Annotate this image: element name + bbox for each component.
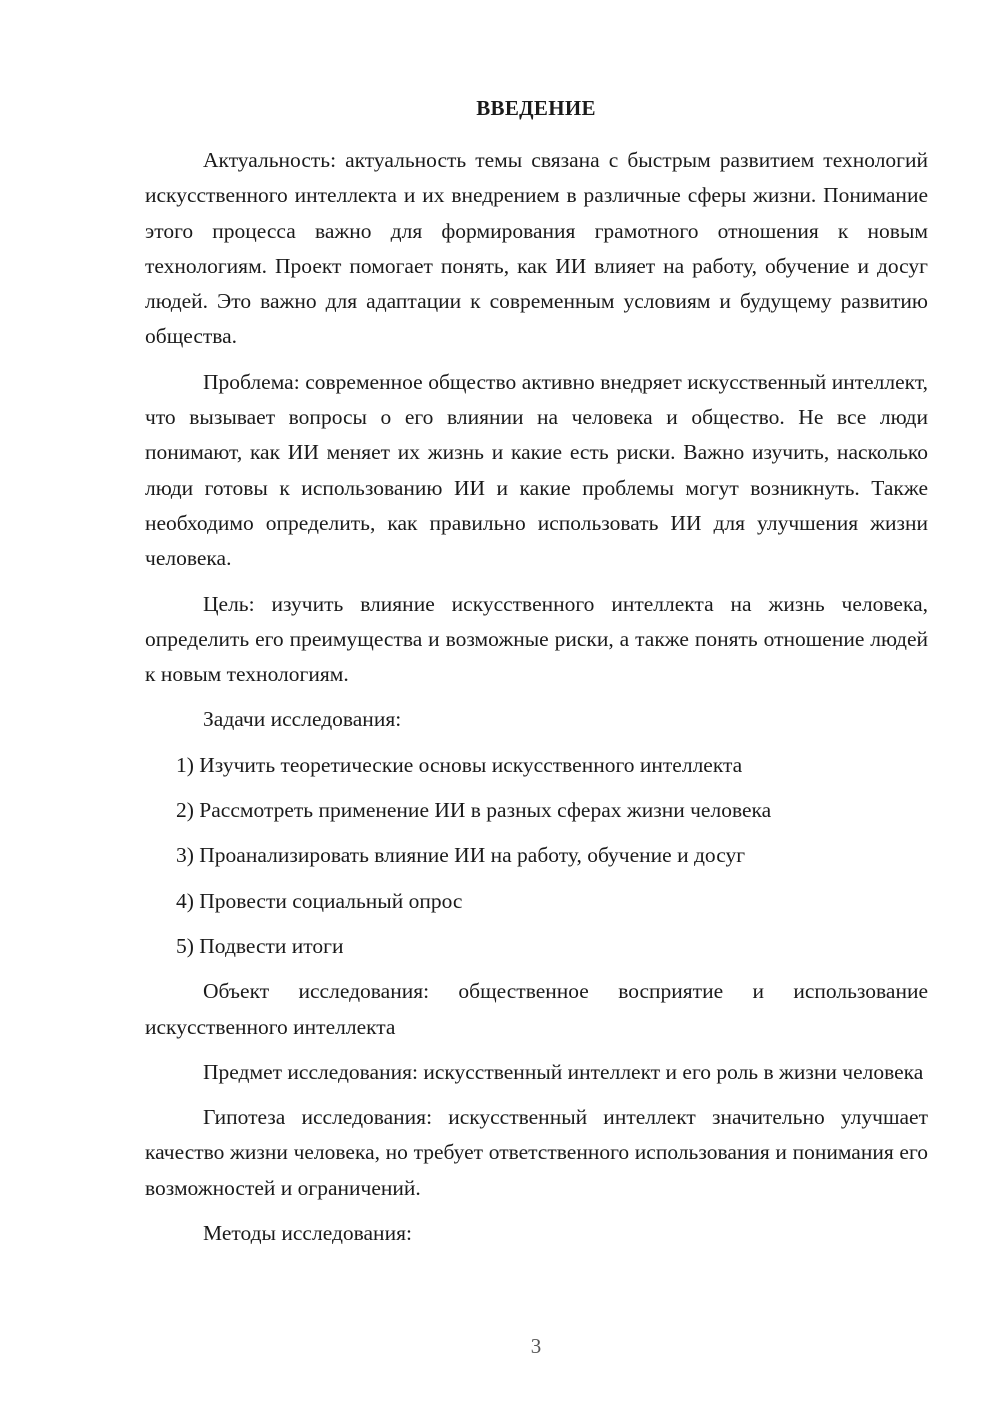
goal-paragraph: Цель: изучить влияние искусственного интеллекта на жизнь человека, определить его преимущества и возможные риски, а также понять отношение людей к новым технологиям. (145, 591, 928, 687)
list-item: 5) Подвести итоги (176, 933, 344, 958)
list-item: 2) Рассмотреть применение ИИ в разных сферах жизни человека (176, 798, 772, 823)
hypothesis-paragraph: Гипотеза исследования: искусственный интеллект значительно улучшает качество жизни человека, но требует ответственного использования и понимания его возможностей и ограничений. (145, 1105, 928, 1200)
page-number: 3 (530, 1334, 542, 1358)
list-item: 3) Проанализировать влияние ИИ на работу, обучение и досуг (176, 843, 746, 868)
tasks-list (145, 748, 928, 964)
page-title: ВВЕДЕНИЕ (476, 96, 596, 120)
problem-paragraph: Проблема: современное общество активно внедряет искусственный интеллект, что вызывает вопросы о его влиянии на человека и общество. Не все люди понимают, как ИИ меняет их жизнь и какие есть риски. Важно изучить, насколько люди готовы к использованию ИИ и какие проблемы могут возникнуть. Также необходимо определить, как правильно использовать ИИ для улучшения жизни человека. (145, 369, 928, 571)
list-item: 1) Изучить теоретические основы искусственного интеллекта (176, 752, 743, 777)
methods-heading: Методы исследования: (203, 1221, 412, 1246)
object-paragraph: Объект исследования: общественное восприятие и использование искусственного интеллекта (145, 979, 928, 1039)
subject-paragraph: Предмет исследования: искусственный интеллект и его роль в жизни человека (203, 1059, 924, 1084)
tasks-heading: Задачи исследования: (203, 707, 402, 732)
list-item: 4) Провести социальный опрос (176, 888, 463, 913)
document-body (145, 143, 928, 1261)
relevance-paragraph: Актуальность: актуальность темы связана с быстрым развитием технологий искусственного интеллекта и их внедрением в различные сферы жизни. Понимание этого процесса важно для формирования грамотного отношения к новым технологиям. Проект помогает понять, как ИИ влияет на работу, обучение и досуг людей. Это важно для адаптации к современным условиям и будущему развитию общества. (145, 148, 928, 349)
